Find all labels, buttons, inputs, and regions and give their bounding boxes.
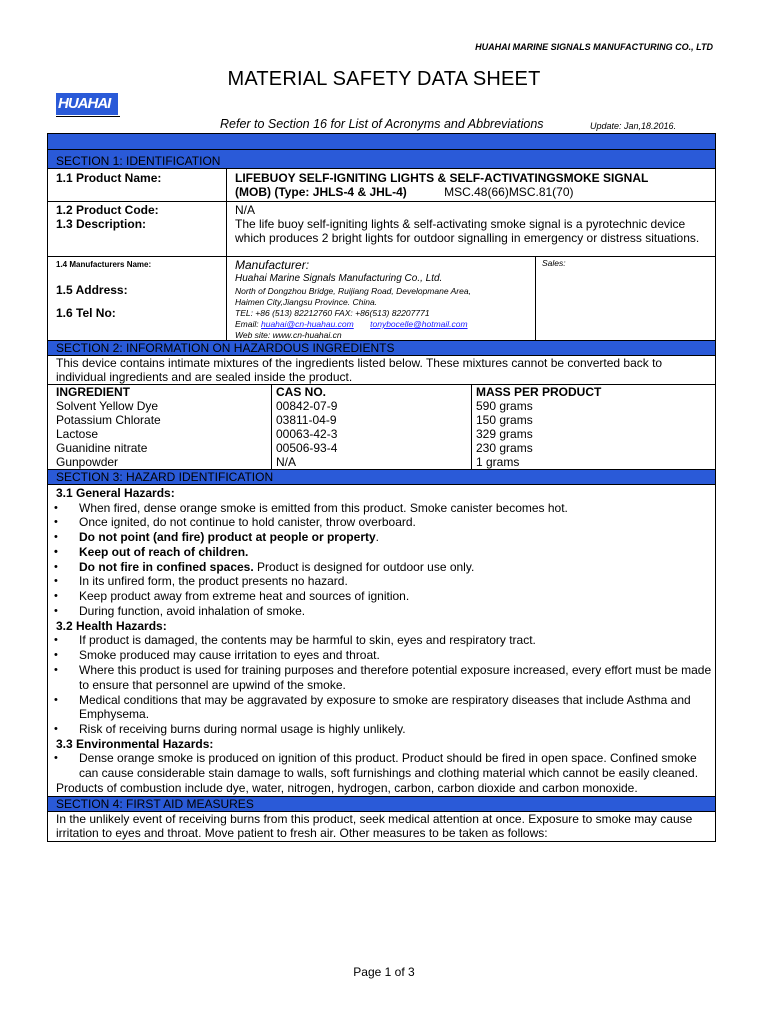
description-label: 1.3 Description: xyxy=(56,217,147,231)
company-logo: HUAHAI xyxy=(56,93,118,115)
mass-value: 590 grams xyxy=(476,399,533,413)
description-value: The life buoy self-igniting lights & self-activating smoke signal is a pyrotechnic device which produces 2 bright lights for outdoor signalling in emergency or distress situations. xyxy=(235,217,700,245)
list-item: • Medical conditions that may be aggravated by exposure to smoke are respiratory diseases that include Asthma and Emphysema. xyxy=(48,693,715,723)
ingredient-name: Gunpowder xyxy=(48,455,272,469)
table-row xyxy=(48,441,715,455)
first-aid-row xyxy=(48,812,715,841)
code-description-labels xyxy=(48,202,227,256)
address-line-2: Haimen City,Jiangsu Province. China. xyxy=(235,297,378,307)
cas-number: 00506-93-4 xyxy=(272,441,472,455)
document-title: MATERIAL SAFETY DATA SHEET xyxy=(227,68,541,90)
list-item: • Keep product away from extreme heat and sources of ignition. xyxy=(48,589,715,604)
table-row xyxy=(48,413,715,427)
environmental-hazards-heading: 3.3 Environmental Hazards: xyxy=(56,736,214,751)
section-1-heading: SECTION 1: IDENTIFICATION xyxy=(48,150,715,169)
mass-value: 150 grams xyxy=(476,413,533,427)
list-item: • Risk of receiving burns during normal usage is highly unlikely. xyxy=(48,722,715,737)
list-item: • When fired, dense orange smoke is emitted from this product. Smoke canister becomes hot. xyxy=(48,501,715,516)
list-item: • Once ignited, do not continue to hold canister, throw overboard. xyxy=(48,515,715,530)
update-date: Update: Jan,18.2016. xyxy=(590,121,677,131)
product-type: (MOB) (Type: JHLS-4 & JHL-4) xyxy=(235,185,407,199)
list-item: • In its unfired form, the product presents no hazard. xyxy=(48,574,715,589)
health-hazards-heading: 3.2 Health Hazards: xyxy=(56,618,167,633)
mass-value: 1 grams xyxy=(476,455,520,469)
section-4-heading: SECTION 4: FIRST AID MEASURES xyxy=(48,797,715,812)
tel-label: 1.6 Tel No: xyxy=(56,306,116,320)
address-label: 1.5 Address: xyxy=(56,283,128,297)
manufacturer-heading: Manufacturer: xyxy=(235,258,310,272)
manufacturer-name: Huahai Marine Signals Manufacturing Co., Ltd. xyxy=(235,273,443,284)
product-name-label: 1.1 Product Name: xyxy=(48,169,227,201)
email-link-1[interactable]: huahai@cn-huahau.com xyxy=(261,319,354,329)
address-line-1: North of Dongzhou Bridge, Ruijiang Road, Developmane Area, xyxy=(235,286,471,296)
list-item: • Where this product is used for training purposes and therefore potential exposure increased, every effort must be made to ensure that personnel are upwind of the smoke. xyxy=(48,663,715,693)
manufacturer-details xyxy=(227,257,536,340)
col-mass: MASS PER PRODUCT xyxy=(476,385,602,399)
tel-fax: TEL: +86 (513) 82212760 FAX: +86(513) 82207771 xyxy=(235,308,430,318)
ingredient-name: Lactose xyxy=(48,427,272,441)
data-sheet xyxy=(47,133,716,842)
section-2-heading: SECTION 2: INFORMATION ON HAZARDOUS INGREDIENTS xyxy=(48,341,715,356)
ingredients-table xyxy=(48,385,715,470)
table-row xyxy=(48,399,715,413)
general-hazards-list xyxy=(48,501,715,619)
manufacturer-row xyxy=(48,257,715,341)
ingredients-intro-row xyxy=(48,356,715,385)
sales-label: Sales: xyxy=(542,258,566,268)
hazards-content xyxy=(48,485,715,797)
ingredients-header-row xyxy=(48,385,715,399)
list-item: • During function, avoid inhalation of smoke. xyxy=(48,604,715,619)
combustion-products: Products of combustion include dye, water, nitrogen, hydrogen, carbon, carbon dioxide and carbon monoxide. xyxy=(56,781,638,796)
product-code-value: N/A xyxy=(235,203,256,217)
ingredient-name: Guanidine nitrate xyxy=(48,441,272,455)
email-label: Email: xyxy=(235,319,259,329)
manufacturer-labels xyxy=(48,257,227,340)
health-hazards-list xyxy=(48,633,715,737)
email-link-2[interactable]: tonybocelle@hotmail.com xyxy=(370,319,468,329)
first-aid-text: In the unlikely event of receiving burns from this product, seek medical attention at once. Exposure to smoke may cause irritation to eyes and throat. Move patient to fresh air. Other measures to be taken as follows: xyxy=(56,812,693,841)
general-hazards-heading: 3.1 General Hazards: xyxy=(56,486,175,500)
col-cas: CAS NO. xyxy=(272,385,472,399)
product-name-value xyxy=(227,169,715,201)
col-ingredient: INGREDIENT xyxy=(48,385,272,399)
page-number: Page 1 of 3 xyxy=(353,965,415,979)
mass-value: 230 grams xyxy=(476,441,533,455)
product-name-row xyxy=(48,169,715,202)
email-line xyxy=(235,319,535,330)
mass-value: 329 grams xyxy=(476,427,533,441)
reference-note: Refer to Section 16 for List of Acronyms and Abbreviations xyxy=(220,117,544,131)
table-row xyxy=(48,427,715,441)
ingredient-name: Solvent Yellow Dye xyxy=(48,399,272,413)
company-name: HUAHAI MARINE SIGNALS MANUFACTURING CO., LTD xyxy=(475,42,713,52)
list-item: • Do not point (and fire) product at people or property. xyxy=(48,530,715,545)
list-item: • Smoke produced may cause irritation to eyes and throat. xyxy=(48,648,715,663)
table-row xyxy=(48,455,715,469)
list-item: • Keep out of reach of children. xyxy=(48,545,715,560)
logo-underline xyxy=(56,116,120,117)
product-name-line1: LIFEBUOY SELF-IGNITING LIGHTS & SELF-ACTIVATINGSMOKE SIGNAL xyxy=(235,171,649,185)
cas-number: 00842-07-9 xyxy=(272,399,472,413)
cas-number: 03811-04-9 xyxy=(272,413,472,427)
product-standards: MSC.48(66)MSC.81(70) xyxy=(444,185,574,199)
list-item: • Do not fire in confined spaces. Product is designed for outdoor use only. xyxy=(48,560,715,575)
sales-box xyxy=(536,257,715,340)
list-item: • Dense orange smoke is produced on ignition of this product. Product should be fired in open space. Confined smoke can cause considerable stain damage to walls, soft furnishings and clothing material which cannot be easily cleaned. xyxy=(48,751,715,781)
section-3-heading: SECTION 3: HAZARD IDENTIFICATION xyxy=(48,470,715,485)
product-code-label: 1.2 Product Code: xyxy=(56,203,159,217)
code-description-values xyxy=(227,202,715,256)
cas-number: N/A xyxy=(272,455,472,469)
header-band xyxy=(48,134,715,150)
manufacturer-name-label: 1.4 Manufacturers Name: xyxy=(56,260,152,269)
code-description-row xyxy=(48,202,715,257)
ingredient-name: Potassium Chlorate xyxy=(48,413,272,427)
cas-number: 00063-42-3 xyxy=(272,427,472,441)
ingredients-intro: This device contains intimate mixtures of the ingredients listed below. These mixtures cannot be converted back to individual ingredients and are sealed inside the product. xyxy=(56,356,663,384)
environmental-hazards-list xyxy=(48,751,715,781)
website: Web site: www.cn-huahai.cn xyxy=(235,330,342,340)
list-item: • If product is damaged, the contents may be harmful to skin, eyes and respiratory tract. xyxy=(48,633,715,648)
